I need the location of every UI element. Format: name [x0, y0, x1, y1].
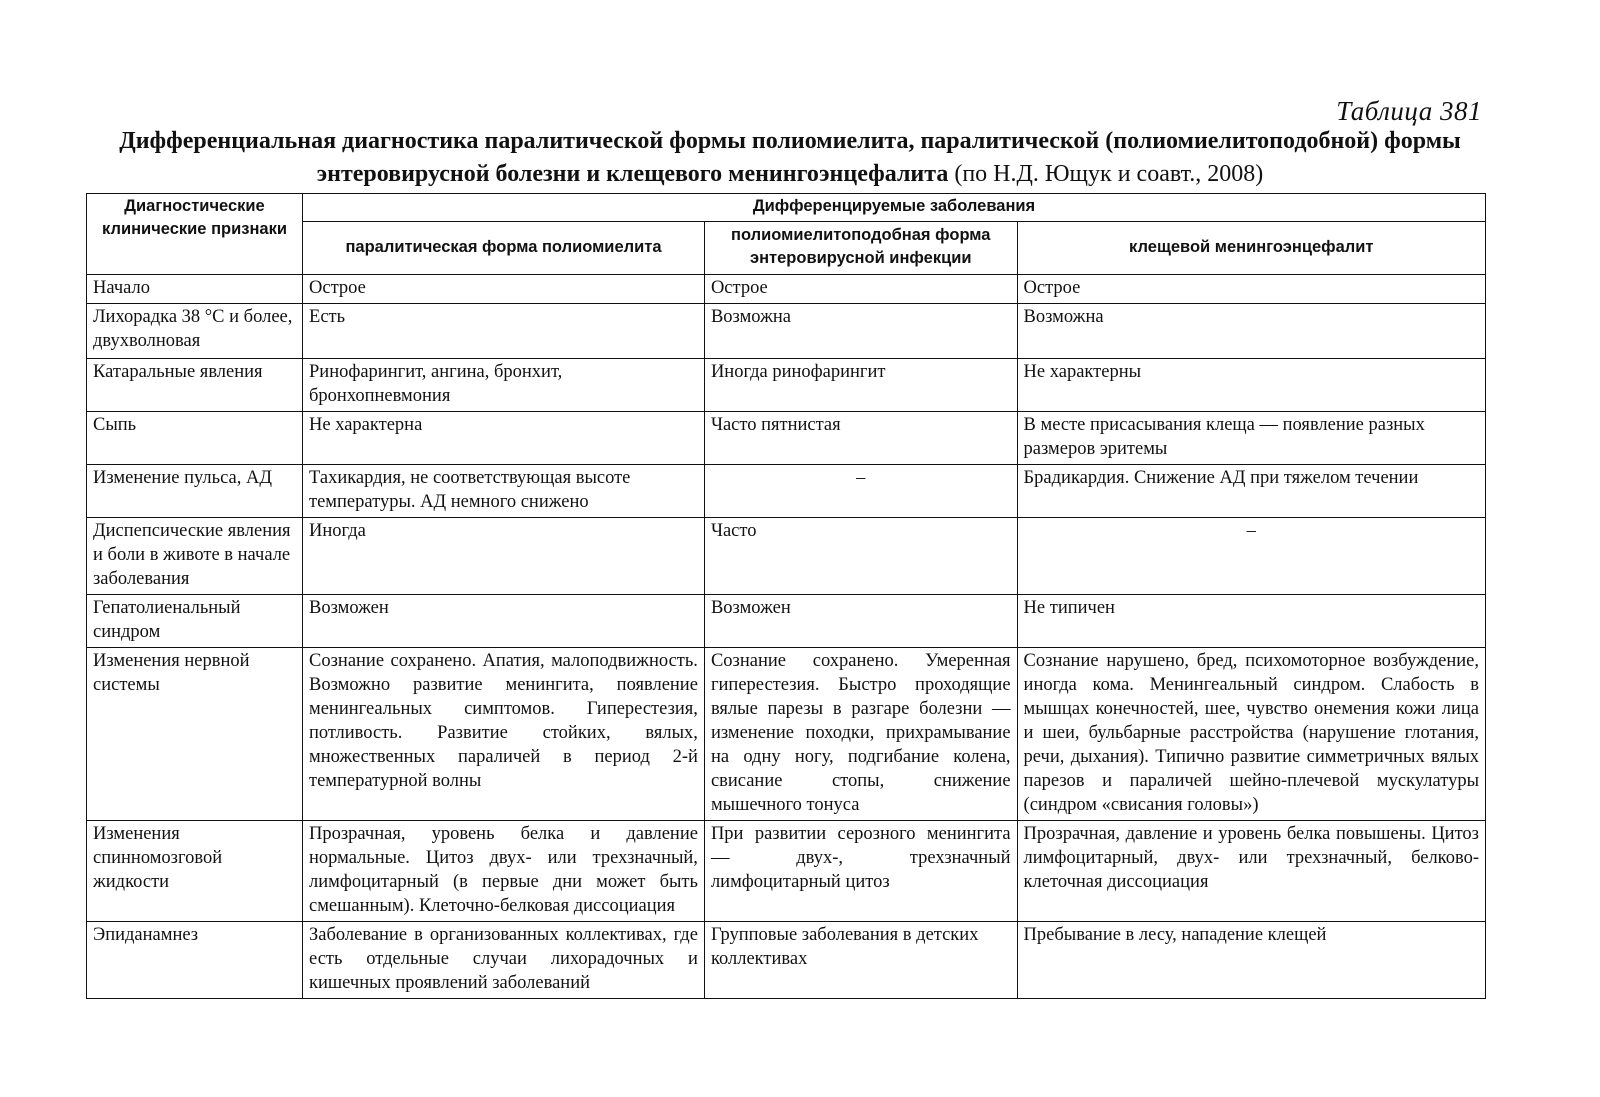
cell-tick-encephalitis: Пребывание в лесу, нападение клещей — [1017, 922, 1485, 999]
table-row — [87, 275, 1486, 304]
diagnostics-table — [86, 193, 1486, 999]
title-text: Дифференциальная диагностика паралитической формы полиомиелита, паралитической (полиомиелитоподобной) формы энтеровирусной болезни и клещевого менингоэнцефалита — [119, 128, 1461, 187]
row-sign: Катаральные явления — [87, 359, 303, 412]
cell-enterovirus: Иногда ринофарингит — [704, 359, 1017, 412]
cell-tick-encephalitis: – — [1017, 518, 1485, 595]
cell-polio: Заболевание в организованных коллективах, где есть отдельные случаи лихорадочных и кишечных проявлений заболеваний — [303, 922, 705, 999]
table-row — [87, 412, 1486, 465]
cell-tick-encephalitis: Не типичен — [1017, 595, 1485, 648]
table-row — [87, 359, 1486, 412]
cell-polio: Прозрачная, уровень белка и давление нормальные. Цитоз двух- или трехзначный, лимфоцитарный (в первые дни может быть смешанным). Клеточно-белковая диссоциация — [303, 821, 705, 922]
cell-enterovirus: Групповые заболевания в детских коллективах — [704, 922, 1017, 999]
row-sign: Изменения нервной системы — [87, 648, 303, 821]
cell-polio: Возможен — [303, 595, 705, 648]
header-disease-3: клещевой менингоэнцефалит — [1017, 222, 1485, 275]
cell-polio: Острое — [303, 275, 705, 304]
cell-enterovirus: Возможна — [704, 304, 1017, 359]
cell-polio: Иногда — [303, 518, 705, 595]
table-row — [87, 595, 1486, 648]
row-sign: Изменения спинномозговой жидкости — [87, 821, 303, 922]
header-criteria: Диагностические клинические признаки — [87, 194, 303, 275]
cell-tick-encephalitis: Не характерны — [1017, 359, 1485, 412]
cell-polio: Не характерна — [303, 412, 705, 465]
cell-enterovirus: Сознание сохранено. Умеренная гиперестезия. Быстро проходящие вялые парезы в разгаре болезни — изменение походки, прихрамывание на одну ногу, подгибание колена, свисание стопы, снижение мышечного тонуса — [704, 648, 1017, 821]
cell-tick-encephalitis: Брадикардия. Снижение АД при тяжелом течении — [1017, 465, 1485, 518]
row-sign: Лихорадка 38 °С и более, двухволновая — [87, 304, 303, 359]
row-sign: Изменение пульса, АД — [87, 465, 303, 518]
row-sign: Эпиданамнез — [87, 922, 303, 999]
table-title — [70, 125, 1510, 191]
cell-tick-encephalitis: В месте присасывания клеща — появление разных размеров эритемы — [1017, 412, 1485, 465]
cell-enterovirus: Часто пятнистая — [704, 412, 1017, 465]
cell-enterovirus: При развитии серозного менингита — двух-, трехзначный лимфоцитарный цитоз — [704, 821, 1017, 922]
header-row-1 — [87, 194, 1486, 222]
cell-polio: Ринофарингит, ангина, бронхит, бронхопневмония — [303, 359, 705, 412]
cell-tick-encephalitis: Возможна — [1017, 304, 1485, 359]
cell-enterovirus: Часто — [704, 518, 1017, 595]
table-row — [87, 821, 1486, 922]
cell-tick-encephalitis: Прозрачная, давление и уровень белка повышены. Цитоз лимфоцитарный, двух- или трехзначный, белково-клеточная диссоциация — [1017, 821, 1485, 922]
header-disease-1: паралитическая форма полиомиелита — [303, 222, 705, 275]
table-row — [87, 648, 1486, 821]
table-row — [87, 922, 1486, 999]
row-sign: Сыпь — [87, 412, 303, 465]
table-row — [87, 518, 1486, 595]
table-number: Таблица 381 — [1336, 96, 1482, 126]
cell-polio: Сознание сохранено. Апатия, малоподвижность. Возможно развитие менингита, появление менингеальных симптомов. Гиперестезия, потливость. Развитие стойких, вялых, множественных параличей в период 2-й температурной волны — [303, 648, 705, 821]
cell-polio: Есть — [303, 304, 705, 359]
cell-enterovirus: Возможен — [704, 595, 1017, 648]
table-row — [87, 304, 1486, 359]
cell-enterovirus: – — [704, 465, 1017, 518]
title-source: (по Н.Д. Ющук и соавт., 2008) — [954, 161, 1264, 187]
cell-polio: Тахикардия, не соответствующая высоте температуры. АД немного снижено — [303, 465, 705, 518]
table-row — [87, 465, 1486, 518]
cell-tick-encephalitis: Сознание нарушено, бред, психомоторное возбуждение, иногда кома. Менингеальный синдром. Слабость в мышцах конечностей, шее, чувство онемения кожи лица и шеи, бульбарные расстройства (нарушение глотания, речи, дыхания). Типично развитие симметричных вялых парезов и параличей шейно-плечевой мускулатуры (синдром «свисания головы») — [1017, 648, 1485, 821]
row-sign: Диспепсические явления и боли в животе в начале заболевания — [87, 518, 303, 595]
header-group: Дифференцируемые заболевания — [303, 194, 1486, 222]
header-disease-2: полиомиелитоподобная форма энтеровирусной инфекции — [704, 222, 1017, 275]
row-sign: Гепатолиенальный синдром — [87, 595, 303, 648]
row-sign: Начало — [87, 275, 303, 304]
cell-tick-encephalitis: Острое — [1017, 275, 1485, 304]
cell-enterovirus: Острое — [704, 275, 1017, 304]
